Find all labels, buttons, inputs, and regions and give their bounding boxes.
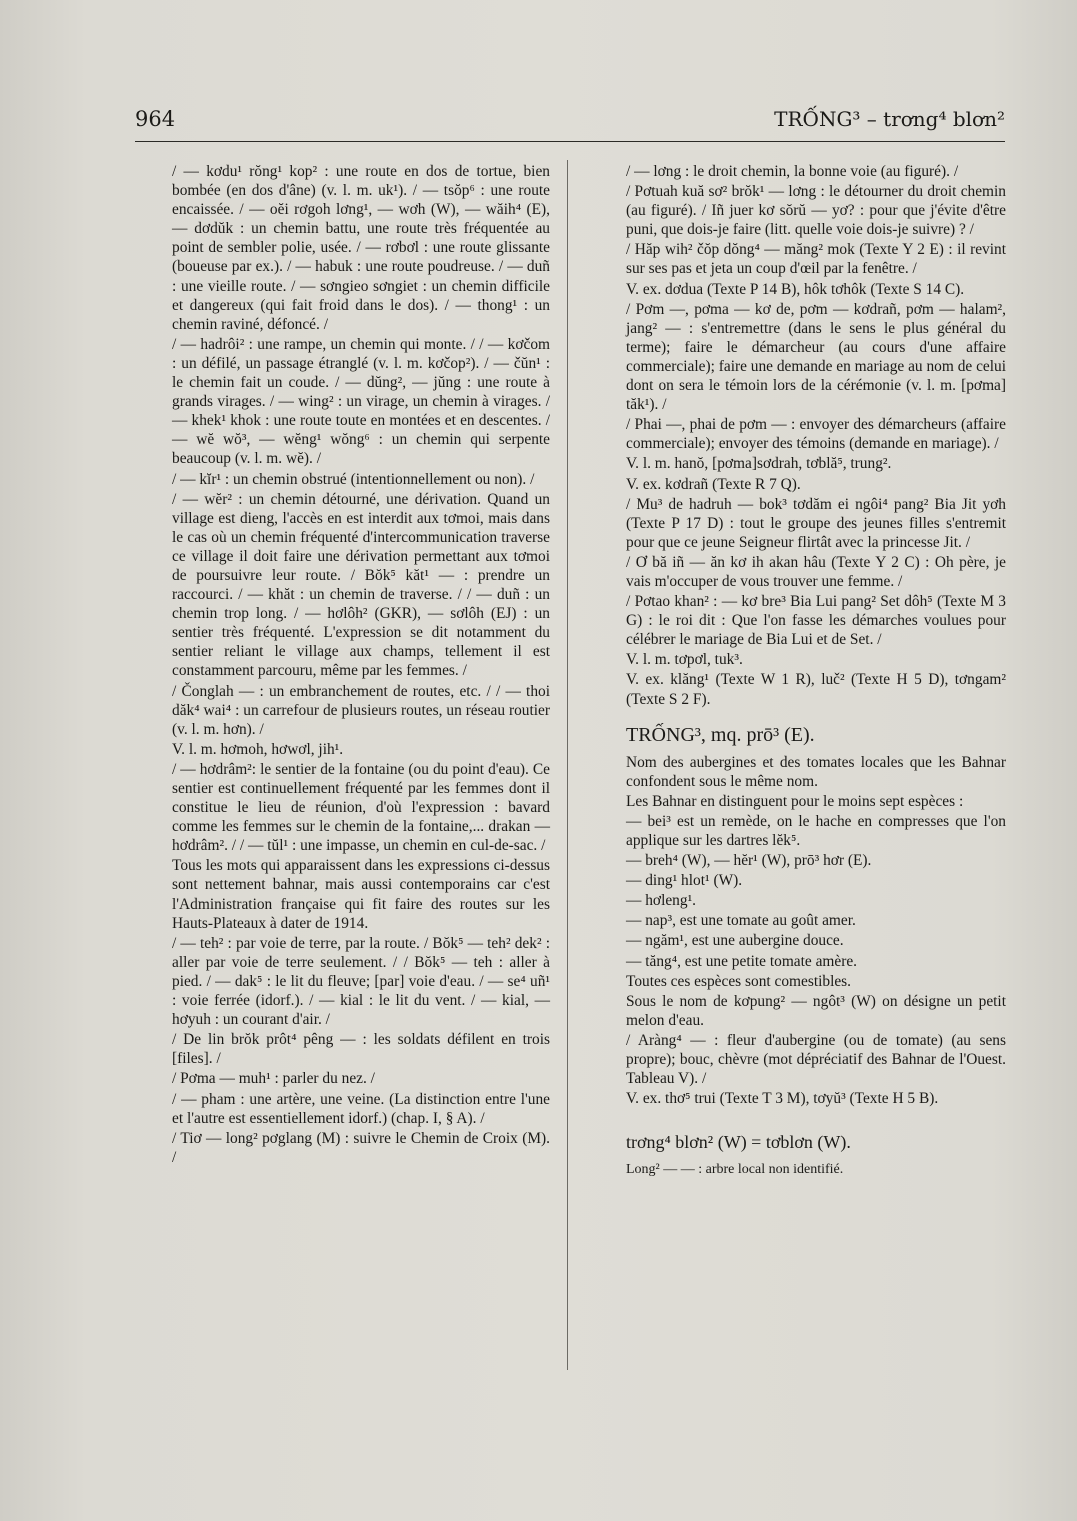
entry-paragraph: — breh⁴ (W), — hĕr¹ (W), prō³ hơr (E).: [626, 852, 872, 870]
column-divider: [567, 160, 568, 1370]
entry-paragraph: — nap³, est une tomate au goût amer.: [626, 912, 856, 930]
left-paragraph: / — hơdrâm²: le sentier de la fontaine (ou du point d'eau). Ce sentier est continuellement fréquenté par les femmes dont il constitue le lieu de réunion, d'où l'expression : bavard comme les femmes sur le chemin de la fontaine,... drakan — hơdrâm². / / — tŭl¹ : une impasse, un chemin en cul-de-sac. /: [172, 760, 550, 855]
entry-paragraph: Les Bahnar en distinguent pour le moins sept espèces :: [626, 792, 964, 810]
entry-note: Long² — — : arbre local non identifié.: [626, 1162, 844, 1178]
left-paragraph: / — pham : une artère, une veine. (La distinction entre l'une et l'autre est essentiellement idorf.) (chap. I, § A). /: [172, 1090, 550, 1127]
left-paragraph: / — wĕr² : un chemin détourné, une dérivation. Quand un village est dieng, l'accès en est interdit aux tơmoi, mais dans le cas où un chemin fréquenté d'intercommunication traverse ce village il doit faire une dérivation permettant aux tơmoi de poursuivre leur route. / Bŏk⁵ kăt¹ — : prendre un raccourci. / — khăt : un chemin de traverse. / / — duñ : un chemin trop long. / — hơlôh² (GKR), — sơlôh (EJ) : un sentier très fréquenté. L'expression se dit notamment du sentier reliant le village aux champs, tellement il est constamment parcouru, même par les femmes. /: [172, 490, 550, 680]
right-paragraph: V. ex. klăng¹ (Texte W 1 R), luč² (Texte H 5 D), tơngam² (Texte S 2 F).: [626, 671, 1006, 708]
right-paragraph: V. l. m. tơpơl, tuk³.: [626, 651, 743, 669]
left-paragraph: / — kĭr¹ : un chemin obstrué (intentionnellement ou non). /: [172, 470, 535, 488]
right-paragraph: V. ex. kơdrañ (Texte R 7 Q).: [626, 475, 801, 493]
right-paragraph: V. l. m. hanŏ, [pơma]sơdrah, tơblă⁵, trung².: [626, 455, 892, 473]
right-paragraph: / Phai —, phai de pơm — : envoyer des démarcheurs (affaire commerciale); envoyer des témoins (demande en mariage). /: [626, 416, 1006, 453]
entry-paragraph: — tăng⁴, est une petite tomate amère.: [626, 952, 858, 970]
right-paragraph: / Pơtao khan² : — kơ bre³ Bia Lui pang² Set dôh⁵ (Texte M 3 G) : le roi dit : Que l'on fasse les démarches voulues pour célébrer le mariage de Bia Lui et de Set. /: [626, 593, 1006, 649]
left-paragraph: / — kơdu¹ rŏng¹ kop² : une route en dos de tortue, bien bombée (en dos d'âne) (v. l. m. uk¹). / — tsŏp⁶ : une route encaissée. / — oĕi rơgoh lơng¹, — wơh (W), — wăih⁴ (E), — dơdŭk : un chemin battu, une route très fréquentée au point de sembler polie, usée. / — rơbơl : une route glissante (boueuse par ex.). / — habuk : une route poudreuse. / — duñ : une vieille route. / — sơngieo sơngiet : un chemin difficile et dangereux (qui fait froid dans le dos). / — thong¹ : un chemin raviné, défoncé. /: [172, 163, 550, 333]
right-paragraph: V. ex. dơdua (Texte P 14 B), hôk tơhôk (Texte S 14 C).: [626, 280, 965, 298]
left-paragraph: / Pơma — muh¹ : parler du nez. /: [172, 1070, 375, 1088]
page-number: 964: [135, 107, 176, 131]
right-paragraph: / Pơm —, pơma — kơ de, pơm — kơdrañ, pơm — halam², jang² — : s'entremettre (dans le sens le plus général du terme); faire le démarcheur (au cours d'une affaire commerciale); faire une demande en mariage au nom de celui dont on sera le témoin lors de la cérémonie (v. l. m. [pơma] tăk¹). /: [626, 300, 1006, 414]
entry-paragraph: / Aràng⁴ — : fleur d'aubergine (ou de tomate) (au sens propre); bouc, chèvre (mot dépréciatif des Bahnar de l'Ouest. Tableau V). /: [626, 1031, 1006, 1088]
right-paragraph: / Ơ bă iñ — ăn kơ ih akan hâu (Texte Y 2 C) : Oh père, je vais m'occuper de vous trouver une femme. /: [626, 553, 1006, 590]
entry-paragraph: Nom des aubergines et des tomates locales que les Bahnar confondent sous le même nom.: [626, 753, 1006, 790]
left-column: [172, 162, 550, 1168]
left-paragraph: / Čonglah — : un embranchement de routes, etc. / / — thoi dăk⁴ wai⁴ : un carrefour de plusieurs routes, un réseau routier (v. l. m. hơn). /: [172, 682, 550, 738]
right-paragraph: / Pơtuah kuă sơ² brŏk¹ — lơng : le détourner du droit chemin (au figuré). / Iñ juer kơ sŏrŭ — yơ? : pour que j'évite d'être puni, que dois-je faire (litt. quelle voie dois-je suivre) ? /: [626, 183, 1006, 239]
entry-paragraph: — ding¹ hlot¹ (W).: [626, 872, 743, 890]
left-paragraph: / — teh² : par voie de terre, par la route. / Bŏk⁵ — teh² dek² : aller par voie de terre seulement. / / Bŏk⁵ — teh : aller à pied. / — dak⁵ : le lit du fleuve; [par] voie d'eau. / — se⁴ uñ¹ : voie ferrée (idorf.). / — kial : le lit du vent. / — kial, — hơyuh : un courant d'air. /: [172, 934, 550, 1029]
entry-paragraph: — bei³ est un remède, on le hache en compresses que l'on applique sur les dartres lĕk⁵.: [626, 812, 1006, 849]
right-paragraph: / Mu³ de hadruh — bok³ tơdăm ei ngôi⁴ pang² Bia Jit yơh (Texte P 17 D) : tout le groupe des jeunes filles s'entremit pour que ce jeune Seigneur flirtât avec la princesse Jit. /: [626, 495, 1006, 551]
entry-paragraph: — ngăm¹, est une aubergine douce.: [626, 932, 844, 950]
entry-headword-trong: TRỐNG³, mq. prō³ (E).: [626, 723, 815, 746]
running-head: TRỐNG³ – trơng⁴ blơn²: [774, 107, 1005, 131]
entry-paragraph: — hơleng¹.: [626, 892, 697, 910]
right-column: [626, 162, 1006, 1180]
left-paragraph: V. l. m. hơmoh, hơwơl, jih¹.: [172, 740, 344, 758]
left-paragraph: Tous les mots qui apparaissent dans les expressions ci-dessus sont nettement bahnar, mais aussi contemporains car c'est l'Administration française qui fit faire des routes sur les Hauts-Plateaux à dater de 1914.: [172, 857, 550, 932]
entry-paragraph: Sous le nom de kơpung² — ngôt³ (W) on désigne un petit melon d'eau.: [626, 992, 1006, 1029]
right-paragraph: / Hăp wih² čŏp dŏng⁴ — măng² mok (Texte Y 2 E) : il revint sur ses pas et jeta un coup d'œil par la fenêtre. /: [626, 241, 1006, 278]
right-paragraph: / — lơng : le droit chemin, la bonne voie (au figuré). /: [626, 163, 959, 180]
entry-paragraph: V. ex. thơ⁵ trui (Texte T 3 M), tơyŭ³ (Texte H 5 B).: [626, 1090, 939, 1108]
left-paragraph: / Tiơ — long² pơglang (M) : suivre le Chemin de Croix (M). /: [172, 1129, 550, 1166]
left-paragraph: / De lin brŏk prôt⁴ pêng — : les soldats défilent en trois [files]. /: [172, 1031, 550, 1068]
entry-paragraph: Toutes ces espèces sont comestibles.: [626, 972, 852, 990]
page-header: [135, 103, 1005, 142]
entry-headword-trong-blon: trơng⁴ blơn² (W) = tơblơn (W).: [626, 1132, 851, 1153]
left-paragraph: / — hadrôi² : une rampe, un chemin qui monte. / / — kơčom : un défilé, un passage étranglé (v. l. m. kơčop²). / — čŭn¹ : le chemin fait un coude. / — dŭng², — jŭng : une route à grands virages. / — wing² : un virage, un chemin à virages. / — khek¹ khok : une route toute en montées et en descentes. / — wĕ wŏ³, — wĕng¹ wŏng⁶ : un chemin qui serpente beaucoup (v. l. m. wĕ). /: [172, 335, 550, 468]
